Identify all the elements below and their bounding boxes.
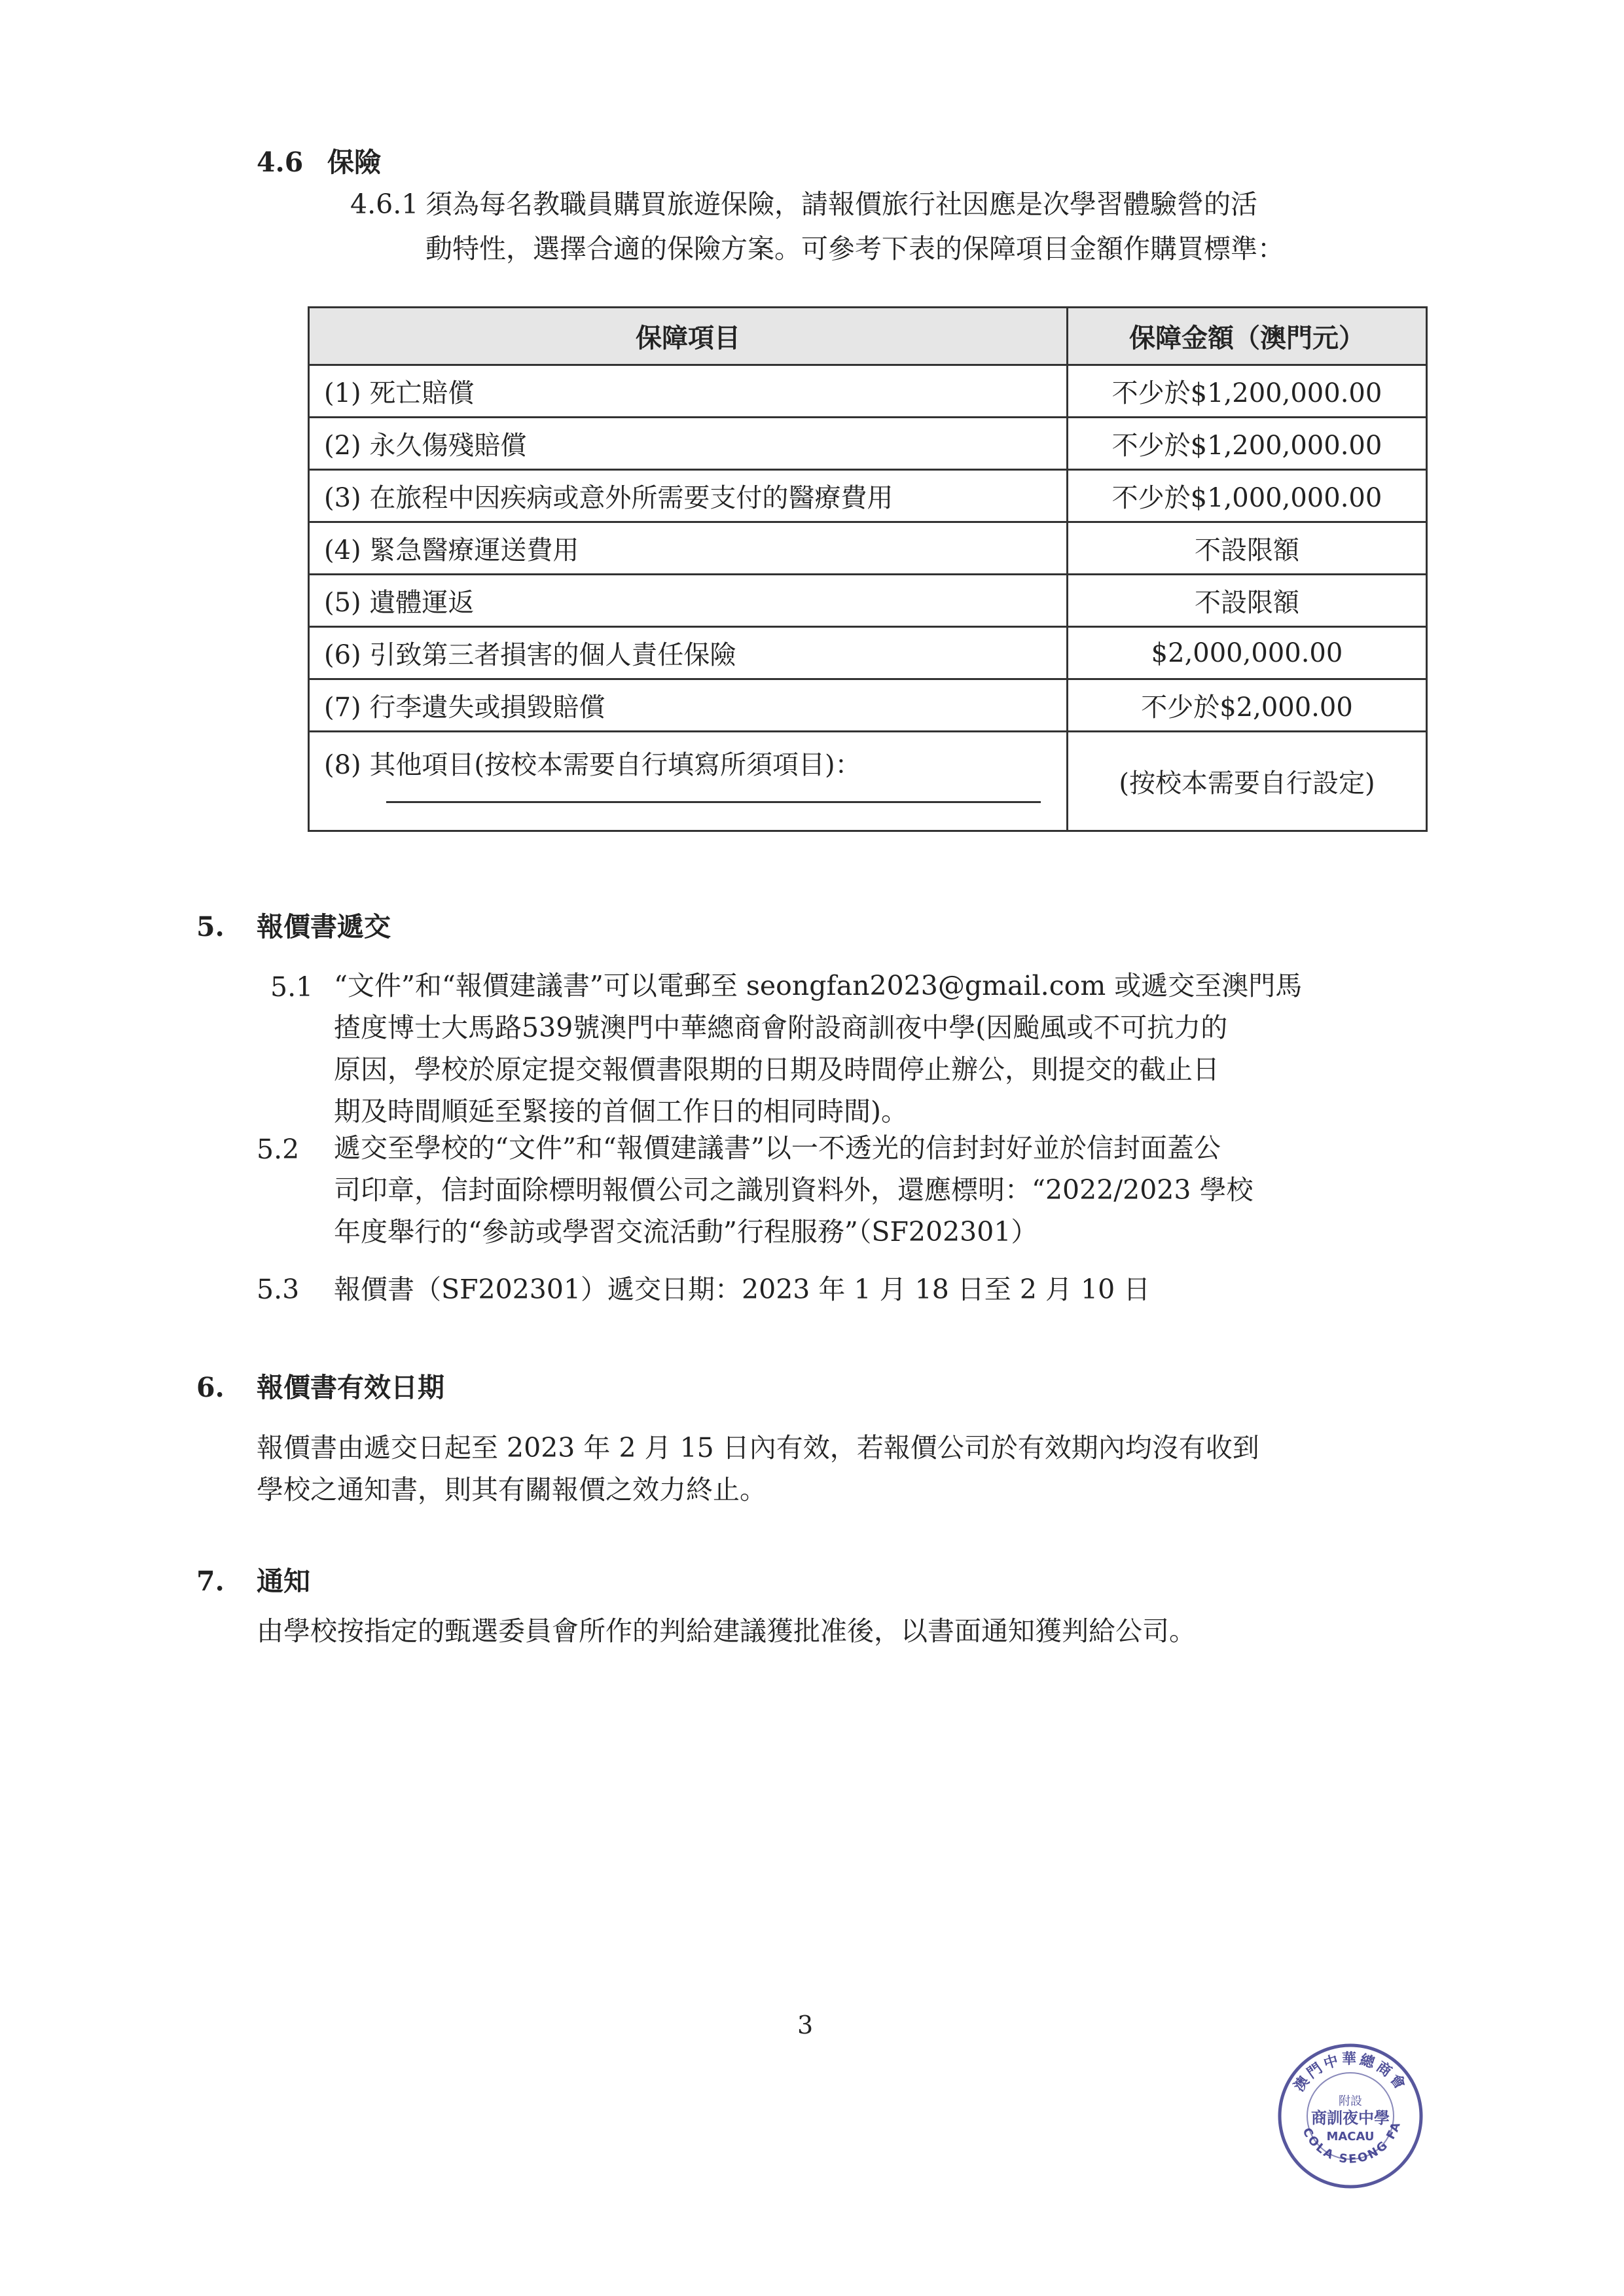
school-seal-stamp — [1275, 2041, 1426, 2191]
coverage-amount: $2,000,000.00 — [1068, 627, 1427, 679]
svg-text:商訓夜中學: 商訓夜中學 — [1311, 2109, 1390, 2127]
column-header-item: 保障項目 — [309, 308, 1068, 365]
paragraph-5-1-line: 原因，學校於原定提交報價書限期的日期及時間停止辦公，則提交的截止日 — [334, 1054, 1219, 1085]
coverage-amount: 不設限額 — [1068, 522, 1427, 575]
table-row — [309, 575, 1427, 627]
coverage-item: (1) 死亡賠償 — [309, 365, 1068, 418]
coverage-amount: 不少於$1,200,000.00 — [1068, 418, 1427, 470]
page-number: 3 — [797, 2011, 814, 2039]
section-4-6-number: 4.6 — [257, 147, 304, 178]
section-4-6-title: 保險 — [327, 147, 381, 178]
section-6-title: 報價書有效日期 — [257, 1372, 444, 1403]
coverage-item: (6) 引致第三者損害的個人責任保險 — [309, 627, 1068, 679]
paragraph-5-1-line: “文件”和“報價建議書”可以電郵至 seongfan2023@gmail.com 或遞交至澳門馬 — [334, 970, 1303, 1001]
svg-text:澳門中華總商會: 澳門中華總商會 — [1291, 2051, 1410, 2095]
table-row — [309, 679, 1427, 732]
table-row — [309, 732, 1427, 831]
table-row — [309, 627, 1427, 679]
paragraph-5-2-line: 司印章，信封面除標明報價公司之識別資料外，還應標明：“2022/2023 學校 — [334, 1174, 1254, 1206]
paragraph-4-6-1-line-2: 動特性，選擇合適的保險方案。可參考下表的保障項目金額作購買標準： — [425, 233, 1284, 264]
paragraph-5-3: 報價書（SF202301）遞交日期：2023 年 1 月 18 日至 2 月 10 日 — [334, 1274, 1151, 1305]
coverage-item: (2) 永久傷殘賠償 — [309, 418, 1068, 470]
table-row — [309, 470, 1427, 522]
svg-text:MACAU: MACAU — [1326, 2130, 1375, 2144]
paragraph-4-6-1-number: 4.6.1 — [350, 188, 419, 220]
coverage-amount: 不少於$1,000,000.00 — [1068, 470, 1427, 522]
table-header-row — [309, 308, 1427, 365]
paragraph-5-3-number: 5.3 — [257, 1274, 300, 1305]
paragraph-4-6-1-line-1: 須為每名教職員購買旅遊保險，請報價旅行社因應是次學習體驗營的活 — [425, 188, 1257, 220]
section-7-body: 由學校按指定的甄選委員會所作的判給建議獲批准後，以書面通知獲判給公司。 — [257, 1615, 1196, 1647]
section-7-number: 7. — [196, 1566, 225, 1597]
section-6-body — [257, 1427, 1435, 1511]
paragraph-5-1-line: 期及時間順延至緊接的首個工作日的相同時間)。 — [334, 1096, 908, 1127]
svg-text:附設: 附設 — [1339, 2094, 1362, 2108]
coverage-item: (4) 緊急醫療運送費用 — [309, 522, 1068, 575]
section-7-title: 通知 — [257, 1566, 310, 1597]
coverage-amount: 不少於$1,200,000.00 — [1068, 365, 1427, 418]
paragraph-5-1-number: 5.1 — [270, 971, 314, 1003]
section-6-number: 6. — [196, 1372, 225, 1403]
coverage-item: (5) 遺體運返 — [309, 575, 1068, 627]
paragraph-5-1 — [334, 965, 1434, 1132]
section-6-line: 報價書由遞交日起至 2023 年 2 月 15 日內有效，若報價公司於有效期內均沒有收到 — [257, 1432, 1259, 1463]
seal-icon — [1275, 2041, 1426, 2191]
coverage-amount: (按校本需要自行設定) — [1068, 732, 1427, 831]
section-6-line: 學校之通知書，則其有關報價之效力終止。 — [257, 1474, 767, 1505]
column-header-amount: 保障金額（澳門元） — [1068, 308, 1427, 365]
paragraph-5-2-line: 遞交至學校的“文件”和“報價建議書”以一不透光的信封封好並於信封面蓋公 — [334, 1132, 1221, 1164]
section-5-number: 5. — [196, 911, 225, 942]
table-row — [309, 365, 1427, 418]
fill-in-blank-line — [386, 781, 1041, 803]
table-row — [309, 418, 1427, 470]
coverage-item-other — [309, 732, 1068, 831]
section-5-title: 報價書遞交 — [257, 911, 391, 942]
svg-text:ESCOLA SEONG FAN: COLA SEONG FA — [1299, 2119, 1404, 2166]
insurance-coverage-table — [308, 306, 1428, 832]
paragraph-5-2-number: 5.2 — [257, 1134, 300, 1165]
coverage-item: (7) 行李遺失或損毀賠償 — [309, 679, 1068, 732]
paragraph-5-2-line: 年度舉行的“參訪或學習交流活動”行程服務”（SF202301） — [334, 1216, 1038, 1247]
paragraph-5-2 — [334, 1127, 1434, 1253]
coverage-item-other-label: (8) 其他項目(按校本需要自行填寫所須項目)： — [324, 750, 861, 780]
coverage-amount: 不設限額 — [1068, 575, 1427, 627]
coverage-item: (3) 在旅程中因疾病或意外所需要支付的醫療費用 — [309, 470, 1068, 522]
table-row — [309, 522, 1427, 575]
coverage-amount: 不少於$2,000.00 — [1068, 679, 1427, 732]
paragraph-5-1-line: 揸度博士大馬路539號澳門中華總商會附設商訓夜中學(因颱風或不可抗力的 — [334, 1012, 1228, 1043]
